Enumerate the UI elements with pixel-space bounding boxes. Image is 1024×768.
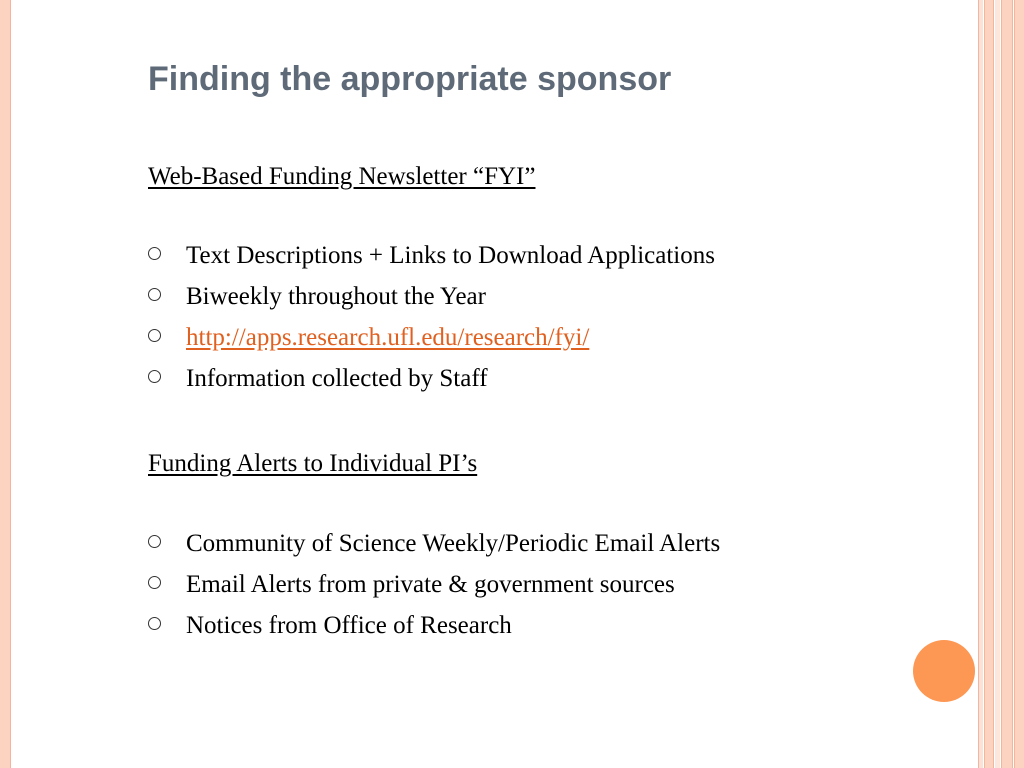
list-item bbox=[148, 530, 720, 571]
right-stripe-decoration bbox=[978, 0, 1024, 768]
decorative-orange-circle bbox=[913, 640, 975, 702]
stripe bbox=[995, 0, 1000, 768]
list-item bbox=[148, 571, 720, 612]
hollow-circle-bullet-icon bbox=[148, 329, 161, 342]
list-item bbox=[148, 612, 720, 653]
stripe bbox=[1014, 0, 1024, 768]
list-item bbox=[148, 365, 715, 406]
list-item-text: Notices from Office of Research bbox=[186, 612, 512, 639]
section-heading-funding-alerts: Funding Alerts to Individual PI’s bbox=[148, 450, 478, 477]
hollow-circle-bullet-icon bbox=[148, 535, 161, 548]
list-item-text: Community of Science Weekly/Periodic Email Alerts bbox=[186, 530, 721, 557]
list-item bbox=[148, 283, 715, 324]
alerts-bullet-list bbox=[148, 530, 720, 653]
fyi-newsletter-link[interactable]: http://apps.research.ufl.edu/research/fyi/ bbox=[186, 324, 590, 351]
left-border-decoration bbox=[0, 0, 11, 768]
hollow-circle-bullet-icon bbox=[148, 288, 161, 301]
stripe bbox=[1001, 0, 1013, 768]
hollow-circle-bullet-icon bbox=[148, 576, 161, 589]
stripe bbox=[978, 0, 983, 768]
stripe bbox=[984, 0, 994, 768]
hollow-circle-bullet-icon bbox=[148, 247, 161, 260]
hollow-circle-bullet-icon bbox=[148, 370, 161, 383]
list-item-text: Email Alerts from private & government sources bbox=[186, 571, 675, 598]
newsletter-bullet-list bbox=[148, 242, 715, 406]
list-item bbox=[148, 324, 715, 365]
list-item bbox=[148, 242, 715, 283]
hollow-circle-bullet-icon bbox=[148, 617, 161, 630]
section-heading-newsletter: Web-Based Funding Newsletter “FYI” bbox=[148, 163, 536, 190]
list-item-text: Text Descriptions + Links to Download Applications bbox=[186, 242, 715, 269]
list-item-text: Biweekly throughout the Year bbox=[186, 283, 486, 310]
slide-title: Finding the appropriate sponsor bbox=[148, 60, 672, 98]
list-item-text: Information collected by Staff bbox=[186, 365, 488, 392]
